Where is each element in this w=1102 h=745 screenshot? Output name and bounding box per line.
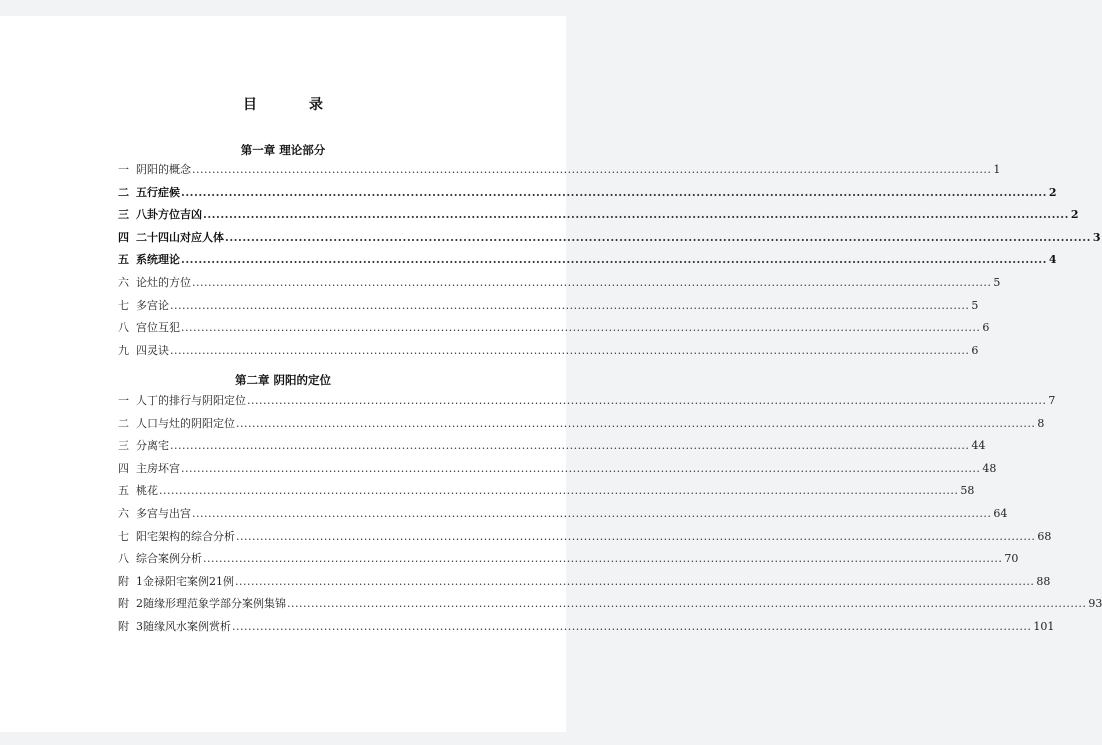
- toc-entry-number: 一: [118, 163, 129, 176]
- toc-entry-label: 主房坏宫: [136, 461, 180, 475]
- toc-entry-number: 八: [118, 552, 129, 566]
- toc-leader-dots: ........................................................................................................................................................................................................: [181, 253, 1047, 267]
- toc-entry[interactable]: [118, 460, 997, 476]
- viewer-bottom-margin: [0, 732, 581, 745]
- toc-entry-label: 1金禄阳宅案例21例: [136, 574, 234, 588]
- toc-entry-page-number: 8: [1037, 416, 1045, 430]
- toc-title-right: 录: [309, 97, 323, 113]
- chapter-2-heading: 第二章 阴阳的定位: [234, 373, 331, 387]
- toc-leader-dots: ........................................................................................................................................................................................................: [181, 185, 1047, 199]
- toc-entry-page-number: 1: [993, 163, 1001, 176]
- toc-entry-label: 八卦方位吉凶: [136, 208, 202, 222]
- toc-entry[interactable]: [118, 319, 990, 335]
- toc-leader-dots: ........................................................................................................................................................................................................: [181, 461, 981, 475]
- toc-entry-label: 综合案例分析: [136, 552, 202, 566]
- toc-entry-page-number: 5: [971, 298, 979, 312]
- toc-entry[interactable]: [118, 573, 1051, 589]
- toc-entry-page-number: 88: [1036, 574, 1051, 588]
- toc-entry-number: 三: [118, 208, 129, 222]
- toc-entry-page-number: 2: [1070, 208, 1079, 222]
- toc-entry-page-number: 4: [1048, 253, 1057, 267]
- toc-entry-label: 多宫论: [136, 298, 169, 312]
- toc-entry-number: 八: [118, 321, 129, 335]
- toc-entry-number: 六: [118, 276, 129, 289]
- toc-entry-page-number: 6: [982, 321, 990, 335]
- toc-leader-dots: ........................................................................................................................................................................................................: [287, 597, 1087, 611]
- toc-entry-label: 宫位互犯: [136, 321, 180, 335]
- toc-entry-number: 附: [118, 574, 129, 588]
- toc-entry-label: 桃花: [136, 484, 158, 498]
- toc-entry-number: 一: [118, 394, 129, 407]
- toc-entry-page-number: 58: [960, 484, 975, 498]
- toc-entry-page-number: 70: [1004, 552, 1019, 566]
- toc-entry-page-number: 5: [993, 276, 1001, 289]
- document-page: [0, 16, 1102, 732]
- toc-entry-page-number: 101: [1033, 620, 1055, 633]
- toc-entry-label: 人丁的排行与阴阳定位: [136, 394, 246, 407]
- toc-entry-label: 分离宅: [136, 439, 169, 453]
- toc-entry-label: 2随缘形理范象学部分案例集锦: [136, 597, 286, 611]
- toc-entry[interactable]: [118, 618, 1055, 634]
- chapter-1-heading: 第一章 理论部分: [240, 143, 326, 157]
- toc-entry-number: 三: [118, 439, 129, 453]
- viewer-top-margin: [0, 0, 581, 16]
- toc-entry-page-number: 6: [971, 343, 979, 357]
- toc-entry[interactable]: [118, 229, 1101, 245]
- toc-leader-dots: ........................................................................................................................................................................................................: [236, 529, 1036, 543]
- toc-entry[interactable]: [118, 161, 1001, 177]
- toc-entry-label: 五行症候: [136, 185, 180, 199]
- toc-entry[interactable]: [118, 184, 1057, 200]
- toc-entry-label: 多宫与出宫: [136, 507, 191, 520]
- toc-entry-page-number: 64: [993, 507, 1008, 520]
- toc-entry-page-number: 3: [1092, 230, 1101, 244]
- toc-entry-number: 四: [118, 230, 129, 244]
- toc-entry-number: 附: [118, 597, 129, 611]
- toc-entry-label: 论灶的方位: [136, 276, 191, 289]
- toc-leader-dots: ........................................................................................................................................................................................................: [181, 321, 981, 335]
- toc-entry-page-number: 68: [1037, 529, 1052, 543]
- toc-entry[interactable]: [118, 342, 979, 358]
- toc-entry-label: 四灵诀: [136, 343, 169, 357]
- toc-entry-label: 人口与灶的阴阳定位: [136, 416, 235, 430]
- toc-leader-dots: ........................................................................................................................................................................................................: [170, 343, 970, 357]
- toc-entry-number: 五: [118, 253, 129, 267]
- toc-entry[interactable]: [118, 505, 1008, 521]
- toc-entry-label: 二十四山对应人体: [136, 230, 224, 244]
- toc-leader-dots: ........................................................................................................................................................................................................: [203, 552, 1003, 566]
- toc-entry[interactable]: [118, 482, 975, 498]
- toc-entry-number: 二: [118, 185, 129, 199]
- toc-entry[interactable]: [118, 528, 1052, 544]
- toc-leader-dots: ........................................................................................................................................................................................................: [232, 620, 1032, 633]
- toc-leader-dots: ........................................................................................................................................................................................................: [247, 394, 1047, 407]
- toc-leader-dots: ........................................................................................................................................................................................................: [236, 416, 1036, 430]
- toc-leader-dots: ........................................................................................................................................................................................................: [225, 230, 1091, 244]
- toc-title-left: 目: [243, 97, 257, 113]
- toc-entry[interactable]: [118, 437, 986, 453]
- toc-entry[interactable]: [118, 595, 1102, 611]
- toc-entry-number: 六: [118, 507, 129, 520]
- toc-entry-number: 五: [118, 484, 129, 498]
- toc-leader-dots: ........................................................................................................................................................................................................: [170, 439, 970, 453]
- toc-entry-number: 九: [118, 343, 129, 357]
- toc-entry-page-number: 48: [982, 461, 997, 475]
- toc-entry-page-number: 44: [971, 439, 986, 453]
- toc-leader-dots: ........................................................................................................................................................................................................: [192, 276, 992, 289]
- toc-leader-dots: ........................................................................................................................................................................................................: [192, 507, 992, 520]
- toc-leader-dots: ........................................................................................................................................................................................................: [203, 208, 1069, 222]
- toc-entry-label: 3随缘风水案例赏析: [136, 620, 231, 633]
- toc-entry[interactable]: [118, 206, 1079, 222]
- toc-entry-number: 附: [118, 620, 129, 633]
- toc-leader-dots: ........................................................................................................................................................................................................: [170, 298, 970, 312]
- toc-entry-number: 七: [118, 298, 129, 312]
- toc-leader-dots: ........................................................................................................................................................................................................: [235, 574, 1035, 588]
- toc-entry-page-number: 7: [1048, 394, 1056, 407]
- toc-entry-page-number: 93: [1088, 597, 1102, 611]
- toc-leader-dots: ........................................................................................................................................................................................................: [159, 484, 959, 498]
- toc-entry-number: 二: [118, 416, 129, 430]
- toc-title: [0, 94, 566, 114]
- toc-entry[interactable]: [118, 251, 1057, 267]
- toc-entry-page-number: 2: [1048, 185, 1057, 199]
- toc-entry-number: 七: [118, 529, 129, 543]
- toc-entry-label: 系统理论: [136, 253, 180, 267]
- toc-entry[interactable]: [118, 550, 1019, 566]
- toc-entry-label: 阴阳的概念: [136, 163, 191, 176]
- toc-entry[interactable]: [118, 415, 1045, 431]
- toc-entry[interactable]: [118, 392, 1056, 408]
- toc-entry[interactable]: [118, 297, 979, 313]
- toc-entry[interactable]: [118, 274, 1001, 290]
- toc-leader-dots: ........................................................................................................................................................................................................: [192, 163, 992, 176]
- toc-entry-label: 阳宅架构的综合分析: [136, 529, 235, 543]
- toc-entry-number: 四: [118, 461, 129, 475]
